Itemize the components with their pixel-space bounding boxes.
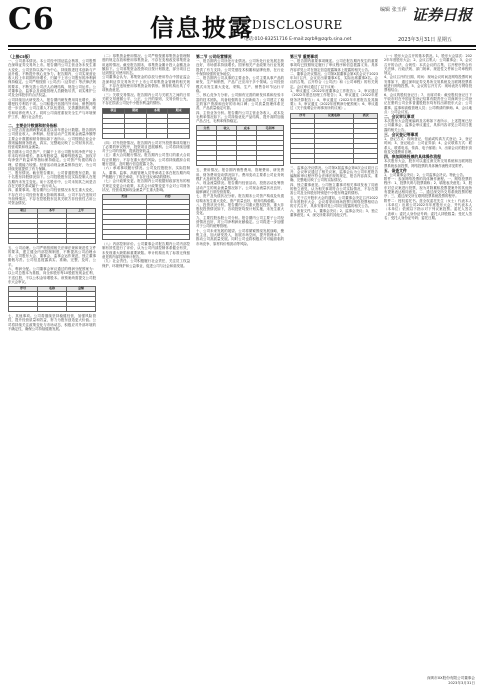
section-heading: 五、备查文件	[384, 167, 407, 173]
body-text: 本次股东大会提案编码及名称如下表所示，上述提案已经公司董事会、监事会审议通过，具体内容详见公司同日披露的相关公告。	[384, 119, 472, 132]
body-text: 4、会议召开的日期、时间：现场会议时间及网络投票时间安排如下，通过深圳证券交易所交易系统及互联网投票系统进行网络投票。5、会议的召开方式：现场表决与网络投票相结合。	[384, 75, 472, 93]
section-heading: 四、参加网络投票的具体操作流程	[384, 154, 441, 160]
section-title-en: DISCLOSURE	[252, 18, 343, 32]
body-text: 五、公司治理。公司严格按照相关法律法规和规范性文件的要求，建立健全内部控制制度，不断提高公司治理水平。公司股东大会、董事会、监事会运作规范，独立董事勤勉尽责。公司信息披露真实、准确、完整、及时、公平。	[8, 245, 96, 267]
body-text: 五、费用情况。报告期内销售费用、管理费用、研发费用、财务费用变动情况如下。费用变动主要系公司业务规模扩大及研发投入增加所致。	[196, 168, 284, 182]
newspaper-logo: 证券日报	[412, 6, 473, 24]
data-table: 类别 内容	[102, 194, 190, 240]
body-text: 六、备查文件。1、董事会决议；2、监事会决议；3、独立董事意见；4、深交所要求的其他文件。	[290, 208, 378, 217]
body-text: 附件二：授权委托书。兹全权委托先生（女士）代表本人（本单位）出席公司2022年年度股东大会，并代表本人（本单位）依照以下指示对下列议案投票。委托人签名（盖章）；委托人身份证号码；委托人持股数量；受托人签名；受托人身份证号码；委托日期。	[384, 198, 472, 220]
page-number: C6	[8, 2, 55, 37]
body-text: 四、独立董事意见。公司独立董事对相关事项发表了同意的独立意见，认为相关事项符合公司实际情况，不存在损害公司及全体股东特别是中小股东利益的情形。	[290, 182, 378, 196]
body-text: （三）关联交易情况。报告期内公司与关联方之间的日常关联交易遵循公平、公正、公开的原则，交易价格公允，不存在损害公司及中小股东利益的情形。	[102, 92, 190, 106]
section-title: 信息披露	[150, 13, 254, 42]
section-heading: 二、会议审议事项	[384, 114, 415, 120]
body-text: 附件一：参加网络投票的具体操作流程。一、网络投票的程序：1、投票代码与投票简称；2、填报表决意见；3、股东对总议案进行投票，视为对除累积投票提案外的其他所有提案表达相同意见。二、通过深交所交易系统投票的程序；三、通过深交所互联网投票系统投票的程序。	[384, 177, 472, 199]
body-text: 二、董事会决议情况。公司第X届董事会第X次会议于2023年3月召开，会议应出席董事X名，实际出席董事X名。会议的召集、召开符合《公司法》和《公司章程》的有关规定。会议审议通过了以下议案：	[290, 71, 378, 89]
body-text: （二）募集资金使用情况。公司严格按照募集资金管理制度的规定存放和使用募集资金，不存在变相改变募集资金用途的情况。截至报告期末，募集资金累计投入金额及余额如下。公司募集资金投资项目按计划推进，部分项目已达到预定可使用状态。	[102, 54, 190, 76]
body-text: 6、会议的股权登记日；7、出席对象：截至股权登记日下午收市时在中国证券登记结算有限责任公司深圳分公司登记在册的公司全体普通股股东均有权出席股东大会；公司董事、监事和高级管理人员；公司聘请的律师。8、会议地点：公司会议室。	[384, 92, 472, 114]
data-table: 序号 议案名称 表决	[290, 113, 378, 164]
body-text: 十、公司未来发展的展望。公司将紧紧围绕发展战略，聚焦主业，加大研发投入，拓展市场空间，提升管理水平，推动公司高质量发展。同时公司也将积极应对可能面临的市场竞争、原材料价格波动等风险。	[196, 228, 284, 246]
body-text: 五、关于召开股东大会的通知。公司董事会决定召开2022年年度股东大会，会议将采用现场投票与网络投票相结合的方式召开，具体安排详见公司同日披露的相关公告。	[290, 195, 378, 209]
body-text: 公司持续加大研发投入，报告期内研发费用同比增长，新增授权专利若干项。公司积极开拓国内外市场，销售网络进一步完善。公司注重人才队伍建设，完善激励机制，吸引和培养优秀人才。同时公司高度重视安全生产与环境保护工作，履行社会责任。	[8, 97, 96, 119]
body-text: （八）内部控制评价。公司董事会对报告期内公司内部控制有效性进行了评价，认为公司内部控制体系健全有效，未发现重大缺陷和重要缺陷。审计机构出具了标准无保留意见的内部控制审计报告。	[102, 242, 190, 260]
body-text: 公司是否需追溯调整或重述以前年度会计数据。报告期内公司营业收入、净利润、经营活动产生的现金流量净额等主要会计数据和财务指标如下表所示。公司按照企业会计准则编制财务报表，真实、完整地反映了公司财务状况、经营成果和现金流量。	[8, 128, 96, 150]
body-text: （四）对外投资情况。报告期内公司对外投资事项均履行了必要的审议程序，投资项目进展顺利。公司将持续加强对子公司的管理，提高投资收益。	[102, 140, 190, 154]
contact-line: 电话:010-83251716 E-mail:zqrb9@zqrb.sina.net	[244, 37, 352, 42]
body-text: 三、监事会决议情况。公司第X届监事会第X次会议同日召开，会议审议通过了相关议案，监事会认为公司年度报告编制和审议程序符合法律法规的规定，报告内容真实、准确、完整地反映了公司的实际情况。	[290, 165, 378, 183]
data-table: 项目 本年 上年	[8, 208, 96, 244]
text-column-4	[290, 54, 378, 686]
body-text: 三、核心竞争力分析。公司拥有完善的研发体系和经验丰富的技术团队，具备较强的自主创新能力；公司建立了稳定的客户资源和良好的市场口碑；公司质量管理体系完善，产品质量稳定可靠。	[196, 93, 284, 111]
body-text: （五）重大合同履行情况。报告期内公司签订的重大合同均正常履行，不存在重大违约风险。公司将持续跟踪合同履行进展，及时履行信息披露义务。	[102, 153, 190, 167]
body-text: 四、重要事项。报告期内公司经营情况未发生重大变化，不存在对公司经营有重大影响的事项。公司不存在违规对外担保情况，不存在控股股东及其关联方非经营性占用公司资金情况。	[8, 188, 96, 206]
body-text: 七、其他事项。公司将继续坚持稳健经营，加强风险管控，提升经营质量和效益，努力为股东创造更大价值。公司将持续关注政策变化与市场动态，积极应对外部环境的不确定性，确保公司持续健康发展。	[8, 314, 96, 332]
body-text: 三、股东情况。截至报告期末，公司普通股股东总数、前十名股东持股情况如下。公司控股股东及实际控制人在报告期内未发生变化。前十名股东中，公司未知其之间是否存在关联关系或属于一致行动人。	[8, 171, 96, 189]
masthead	[0, 0, 484, 46]
body-text: 六、现金流量情况。报告期内经营活动、投资活动及筹资活动产生的现金流量情况如下。公司现金流量状况良好，能够满足日常经营需要。	[196, 181, 284, 194]
body-text: 六、利润分配。公司董事会审议通过的利润分配预案为：以公司总股本为基数，向全体股东每10股派发现金红利，不送红股，不以公积金转增股本。该预案尚需提交公司股东大会审议。	[8, 266, 96, 284]
body-text: 一、公司基本情况。本公司经中国证监会核准，公司股票在深圳证券交易所上市。报告期内公司主营业务未发生重大变化，公司坚持以客户为中心，持续推进技术创新与产品升级，不断提升核心竞争力。报告期内，公司实现营业收入较上年同期有所增长，归属于上市公司股东的净利润保持稳定。公司严格按照《公司法》《证券法》等法律法规的要求，不断完善公司法人治理结构，规范公司运作。公司董事会、监事会及高级管理人员勤勉尽责，切实维护公司及全体股东的合法权益。	[8, 59, 96, 98]
body-text: （一）股东大会召开的基本情况。1、股东大会届次：2022年年度股东大会；2、会议召集人：公司董事会；3、会议召开的合法、合规性：本次会议的召集、召开程序符合有关法律、行政法规、部门规章、规范性文件和公司章程的规定。	[384, 54, 472, 76]
section-heading: 第三节 重要事项	[290, 54, 318, 59]
section-heading: 三、会议登记等事项	[384, 132, 419, 138]
signature-date: 2023年3月31日	[448, 680, 475, 685]
body-text: 九、主要控股参股公司分析。报告期内公司主要子公司经营情况良好，对公司净利润贡献稳定。公司将进一步加强对子公司的统筹管理。	[196, 215, 284, 229]
body-text: 一、报告期内重要事项概述。公司在报告期内发生的重要事项均已按照规定履行了审议程序和信息披露义务。具体内容详见公司在指定信息披露媒体上披露的相关公告。	[290, 59, 378, 72]
text-column-5	[384, 54, 472, 672]
text-column-3	[196, 54, 284, 686]
body-text: 1、登记方式：现场登记、信函或传真方式登记；2、登记时间；3、登记地点：公司证券部；4、会议联系方式：联系人、联系电话、传真、电子邮箱；5、出席会议的股东食宿及交通费用自理。	[384, 137, 472, 154]
body-text: （六）承诺事项履行情况。公司及控股股东、实际控制人、董事、监事、高级管理人员等承诺主体在报告期内均严格履行了相关承诺，不存在违反承诺的情形。	[102, 166, 190, 179]
signature-block	[385, 676, 475, 685]
data-table: 项目 期初 本期 期末	[102, 108, 190, 139]
body-text: 七、资产及负债状况分析。报告期末公司资产构成及负债结构未发生重大变化，资产质量良好，财务结构稳健。	[196, 194, 284, 203]
header-rule-thin	[8, 49, 476, 50]
body-text: 四、主营业务分析。报告期内公司主营业务收入、成本及毛利率情况如下。公司持续优化产品结构，提升高附加值产品占比，毛利率保持稳定。	[196, 110, 284, 124]
body-text: 一、报告期内公司所处行业情况。公司所处行业发展态势良好，市场需求持续增长。国家相关产业政策为行业发展提供了有力支持。公司凭借技术积累和品牌优势，在行业中保持较强的竞争地位。	[196, 59, 284, 76]
issue-date: 2023年3月31日 星期五	[398, 37, 452, 43]
body-text: 二、报告期内公司从事的主要业务。公司主要从事产品的研发、生产和销售，产品广泛应用于多个领域。公司经营模式未发生重大变化，采购、生产、销售各环节运行平稳。	[196, 76, 284, 94]
body-text: 八、投资状况分析。报告期内公司重大股权投资、重大非股权投资情况如下，各项投资均按计划实施，未发生重大变化。	[196, 202, 284, 216]
section-heading: 第二节 公司经营情况	[196, 54, 232, 59]
data-table: 序号 名称 金额	[8, 286, 96, 312]
body-text: （九）社会责任。公司积极履行社会责任，关注员工权益保护、环境保护和公益事业，促进公司与社会和谐发展。	[102, 259, 190, 268]
body-text: 1、公司董事会决议；2、公司监事会决议。特此公告。	[384, 172, 467, 177]
body-text: 公司董事会认为，募集资金的存放与使用符合中国证监会及深圳证券交易所关于上市公司募集资金管理的相关规定，不存在违规使用募集资金的情形。保荐机构出具了专项核查意见。	[102, 75, 190, 93]
body-text: 1、审议通过《2022年度董事会工作报告》；2、审议通过《2022年度总经理工作报告》；3、审议通过《2022年度财务决算报告》；4、审议通过《2022年年度报告及其摘要》；5、审议通过《2022年度利润分配预案》；6、审议通过《关于续聘会计师事务所的议案》。	[290, 89, 378, 111]
section-heading: 二、主要会计数据和财务指标	[8, 123, 58, 129]
data-table: 分类 收入 成本 毛利率	[196, 125, 284, 166]
body-text: （七）会计政策变更。报告期内公司根据财政部发布的相关规定变更会计政策，本次会计政策变更不会对公司财务状况、经营成果和现金流量产生重大影响。	[102, 179, 190, 192]
text-column-1	[8, 54, 96, 686]
editor-credit: 编辑 张玉萍	[380, 7, 407, 13]
body-text: 本次股东大会，股东可以通过深交所交易系统和互联网投票系统参加投票，网络投票的具体操作流程详见附件。	[384, 159, 472, 168]
company-signature: 深圳市XX股份有限公司董事会	[426, 676, 475, 680]
section-heading: （上接C5版）	[8, 54, 33, 59]
header-rule	[8, 45, 476, 47]
text-column-2	[102, 54, 190, 686]
body-text: 报告期末公司总资产、归属于上市公司股东的净资产较上年末均有所增长。基本每股收益、稀释每股收益、加权平均净资产收益率等指标保持稳定。公司资产负债结构合理，偿债能力较强。经营活动现金流量保持良好，为公司持续发展提供了有力保障。	[8, 149, 96, 171]
